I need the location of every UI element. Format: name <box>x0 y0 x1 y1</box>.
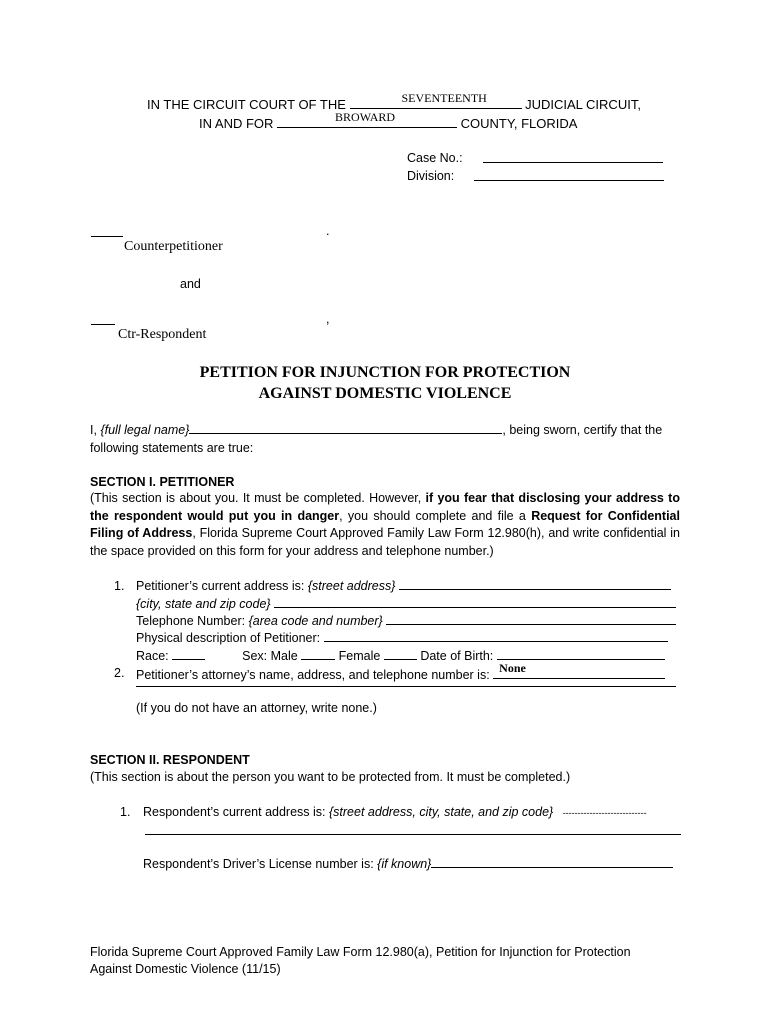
petitioner-phone-row <box>136 614 676 628</box>
sex-male-label: Sex: Male <box>242 649 298 663</box>
city-state-zip-hint: {city, state and zip code} <box>136 597 271 611</box>
dob-field[interactable] <box>497 649 665 660</box>
petitioner-physical-row <box>136 631 668 645</box>
case-no-label: Case No.: <box>407 151 463 165</box>
attorney-second-line[interactable] <box>136 686 676 687</box>
license-label: Respondent’s Driver’s License number is: <box>143 857 374 871</box>
section-1-desc-part-3: , Florida Supreme Court Approved Family Law Form 12.980(h), and write confidential in the space provided on this form for your address and telephone number.) <box>90 526 680 558</box>
and-label: and <box>180 277 201 291</box>
female-label: Female <box>338 649 381 663</box>
circuit-value: SEVENTEENTH <box>401 91 487 105</box>
respondent-address-label: Respondent’s current address is: <box>143 805 326 819</box>
footer-line-1: Florida Supreme Court Approved Family Law Form 12.980(a), Petition for Injunction for Protection <box>90 945 631 959</box>
dob-label: Date of Birth: <box>420 649 494 663</box>
section-1-desc-bold-1: if you fear that disclosing your address to the respondent would put you in danger <box>90 491 680 523</box>
intro-line-2: following statements are true: <box>90 441 254 455</box>
section-1-desc-bold-2: Request for Confidential Filing of Address <box>90 508 680 540</box>
physical-description-field[interactable] <box>324 631 668 642</box>
respondent-address-field[interactable] <box>145 834 681 835</box>
section-2-description: (This section is about the person you want to be protected from. It must be completed.) <box>90 770 571 784</box>
female-field[interactable] <box>384 649 417 660</box>
attorney-row <box>136 661 665 682</box>
section-1-description <box>90 490 680 560</box>
court-line-2-suffix: COUNTY, FLORIDA <box>460 116 578 131</box>
license-hint: {if known} <box>377 857 432 871</box>
street-address-hint: {street address} <box>307 579 396 593</box>
section-1-desc-part-1: (This section is about you. It must be completed. However, <box>90 491 422 505</box>
circuit-field[interactable] <box>350 91 522 109</box>
full-name-hint: {full legal name} <box>100 423 190 437</box>
respondent-role: Ctr-Respondent <box>118 327 207 342</box>
respondent-address-dashes: ---------------------------- <box>562 808 647 818</box>
court-line-1-prefix: IN THE CIRCUIT COURT OF THE <box>147 97 346 112</box>
respondent-address-row <box>143 805 647 819</box>
intro-i: I, <box>90 423 97 437</box>
license-field[interactable] <box>431 857 673 868</box>
petitioner-city-row <box>136 597 676 611</box>
petitioner-name-field[interactable] <box>91 226 123 237</box>
county-value: BROWARD <box>335 110 396 124</box>
intro-sworn: , being sworn, certify that the <box>502 423 663 437</box>
court-line-1-suffix: JUDICIAL CIRCUIT, <box>525 97 641 112</box>
intro-line-1 <box>90 423 662 437</box>
petitioner-phone-field[interactable] <box>386 614 676 625</box>
respondent-name-field[interactable] <box>91 314 115 325</box>
phone-hint: {area code and number} <box>248 614 383 628</box>
petitioner-street-field[interactable] <box>399 579 671 590</box>
party-dot: . <box>326 224 330 238</box>
party-comma: , <box>326 312 330 326</box>
male-field[interactable] <box>301 649 335 660</box>
petitioner-address-label: Petitioner’s current address is: <box>136 579 305 593</box>
division-label: Division: <box>407 169 455 183</box>
section-1-heading: SECTION I. PETITIONER <box>90 475 235 489</box>
full-name-field[interactable] <box>189 423 502 434</box>
attorney-field[interactable] <box>493 661 665 679</box>
petition-title-line-2: AGAINST DOMESTIC VIOLENCE <box>258 385 512 402</box>
attorney-label: Petitioner’s attorney’s name, address, and telephone number is: <box>136 668 490 682</box>
physical-description-label: Physical description of Petitioner: <box>136 631 321 645</box>
petitioner-city-field[interactable] <box>274 597 676 608</box>
race-field[interactable] <box>172 649 205 660</box>
case-no-field[interactable] <box>483 152 663 163</box>
petitioner-race-row <box>136 649 665 663</box>
section-2-heading: SECTION II. RESPONDENT <box>90 753 250 767</box>
phone-label: Telephone Number: <box>136 614 246 628</box>
section-1-item-2-number: 2. <box>114 666 125 680</box>
petitioner-address-row <box>136 579 671 593</box>
respondent-address-hint: {street address, city, state, and zip code} <box>329 805 554 819</box>
section-1-desc-part-2: , you should complete and file a <box>339 508 526 523</box>
petitioner-role: Counterpetitioner <box>124 239 223 254</box>
court-line-2-prefix: IN AND FOR <box>199 116 274 131</box>
footer-line-2: Against Domestic Violence (11/15) <box>90 962 281 976</box>
petition-title-line-1: PETITION FOR INJUNCTION FOR PROTECTION <box>199 364 571 381</box>
attorney-note: (If you do not have an attorney, write none.) <box>136 701 377 715</box>
respondent-license-row <box>143 857 673 871</box>
section-1-item-1-number: 1. <box>114 579 125 593</box>
division-field[interactable] <box>474 170 664 181</box>
race-label: Race: <box>136 649 169 663</box>
section-2-item-1-number: 1. <box>120 805 131 819</box>
court-line-2 <box>199 110 578 131</box>
county-field[interactable] <box>277 110 457 128</box>
attorney-value: None <box>499 661 526 675</box>
